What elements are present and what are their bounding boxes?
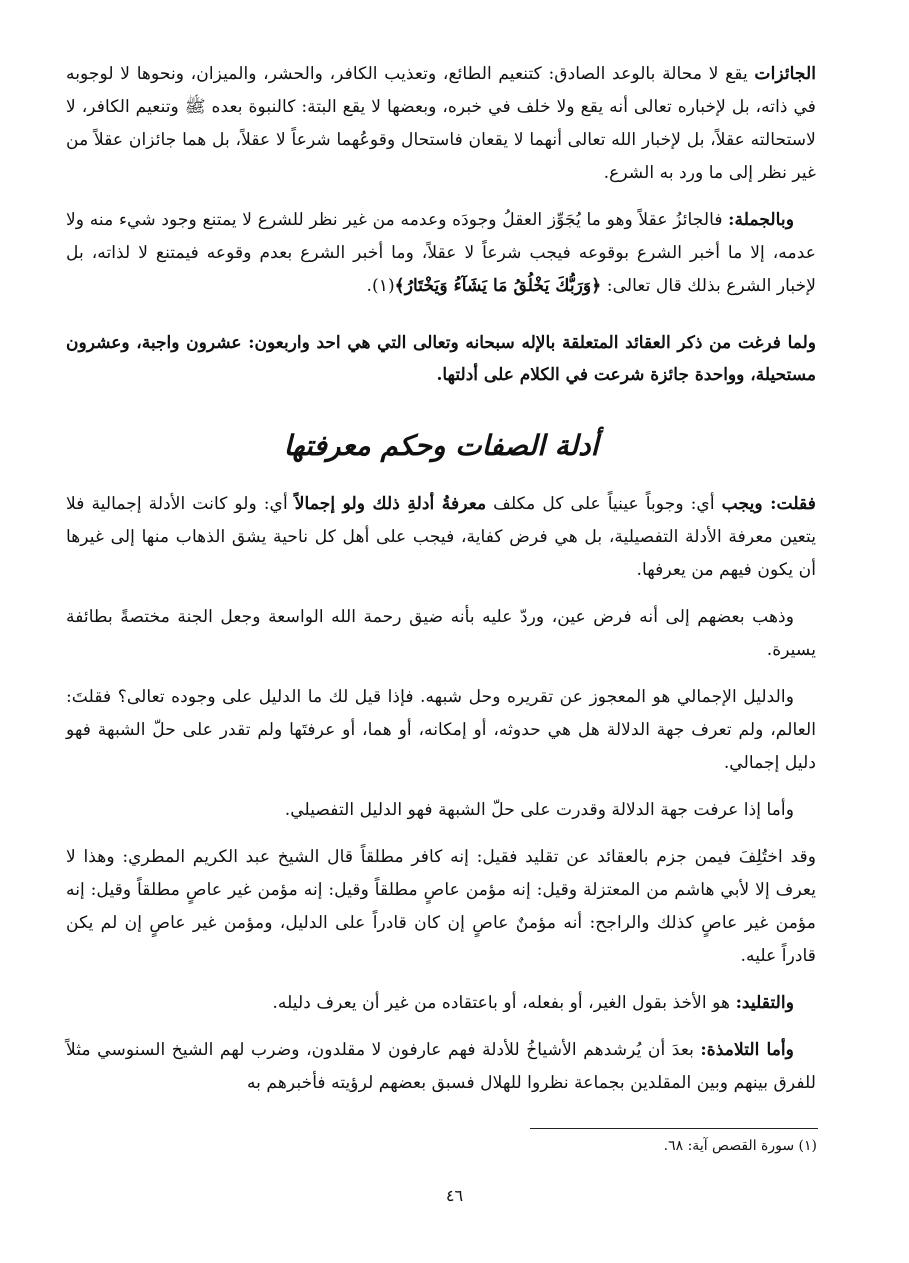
- paragraph-jaizat: [66, 58, 816, 190]
- paragraph-summary-rule: [66, 204, 816, 303]
- paragraph-text: يقع لا محالة بالوعد الصادق: كتنعيم الطائع، وتعذيب الكافر، والحشر، والميزان، ونحوها لا لوجوبه في ذاته، بل لإخباره تعالى أنه يقع ولا خلف في خبره، وبعضها لا يقع البتة: كالنبوة بعده ﷺ وتنعيم الكافر، لا لاستحالته عقلاً، بل لإخبار الله تعالى أنهما لا يقعان فاستحال وقوعُهما شرعاً لا عقلاً، بل هما جائزان عقلاً من غير نظر إلى ما ورد به الشرع.: [66, 64, 816, 183]
- footnote-reference: (١).: [366, 276, 395, 296]
- page-number: ٤٦: [445, 1186, 464, 1205]
- paragraph-lead: فقلت: ويجب: [721, 494, 816, 514]
- paragraph-text: أي: وجوباً عينياً على كل مكلف: [486, 494, 722, 514]
- paragraph-obligation: [66, 488, 816, 587]
- paragraph-text: هو الأخذ بقول الغير، أو بفعله، أو باعتقاده من غير أن يعرف دليله.: [272, 993, 736, 1013]
- paragraph-text: أي: ولو كانت الأدلة إجمالية فلا يتعين معرفة الأدلة التفصيلية، بل هي فرض كفاية، فيجب على أهل كل ناحية يشق الذهاب منها إلى غيرها أن يكون فيهم من يعرفها.: [66, 494, 816, 580]
- paragraph-students: [66, 1034, 816, 1100]
- paragraph-taqlid-dispute: وقد اختُلِفَ فيمن جزم بالعقائد عن تقليد فقيل: إنه كافر مطلقاً قال الشيخ عبد الكريم المطري: وهذا لا يعرف إلا لأبي هاشم من المعتزلة وقيل: إنه مؤمن عاصٍ مطلقاً وقيل: إنه مؤمن غير عاصٍ مطلقاً وقيل: إنه مؤمن غير عاصٍ كذلك والراجح: أنه مؤمنٌ عاصٍ إن كان قادراً على الدليل، ومؤمن غير عاصٍ إن لم يكن قادراً عليه.: [66, 847, 816, 966]
- paragraph-text: بعدَ أن يُرشدهم الأشياخُ للأدلة فهم عارفون لا مقلدون، وضرب لهم الشيخ السنوسي مثلاً للفرق بينهم وبين المقلدين بجماعة نظروا للهلال فسبق بعضهم لرؤيته فأخبرهم به: [66, 1040, 816, 1093]
- paragraph-ijmali: والدليل الإجمالي هو المعجوز عن تقريره وحل شبهه. فإذا قيل لك ما الدليل على وجوده تعالى؟ فقلتَ: العالم، ولم تعرف جهة الدلالة هل هي حدوثه، أو إمكانه، أو هما، أو عرفتَها ولم تقدر على حلّ الشبهة فهو دليل إجمالي.: [66, 687, 816, 773]
- paragraph-lead: الجائزات: [754, 64, 816, 84]
- footnote-divider: [530, 1128, 818, 1129]
- paragraph-text: فالجائزُ عقلاً وهو ما يُجَوِّز العقلُ وجودَه وعدمه من غير نظر للشرع لا يمتنع وجود شيء منه ولا عدمه، إلا ما أخبر الشرع بوقوعه فيجب شرعاً لا عقلاً، وما أخبر الشرع بعدم وقوعه فيمتنع لا لذاته، بل لإخبار الشرع بذلك قال تعالى:: [66, 210, 816, 296]
- section-heading: أدلة الصفات وحكم معرفتها: [283, 429, 599, 462]
- paragraph-fard-ayn: وذهب بعضهم إلى أنه فرض عين، وردّ عليه بأنه ضيق رحمة الله الواسعة وجعل الجنة مختصةً بطائفة يسيرة.: [66, 607, 816, 660]
- quran-verse: ﴿وَرَبُّكَ يَخْلُقُ مَا يَشَآءُ وَيَخْتَارُ﴾: [394, 276, 602, 296]
- page-body: [66, 58, 816, 1114]
- paragraph-emphasis: معرفةُ أدلةِ ذلك ولو إجمالاً: [294, 494, 487, 514]
- section-transition: ولما فرغت من ذكر العقائد المتعلقة بالإله سبحانه وتعالى التي هي احد واربعون: عشرون واجبة، وعشرون مستحيلة، وواحدة جائزة شرعت في الكلام على أدلتها.: [66, 333, 816, 385]
- paragraph-lead: وبالجملة:: [728, 210, 794, 230]
- paragraph-taqlid-definition: [66, 987, 816, 1020]
- paragraph-lead: وأما التلامذة:: [700, 1040, 794, 1060]
- paragraph-lead: والتقليد:: [735, 993, 794, 1013]
- paragraph-tafsili: وأما إذا عرفت جهة الدلالة وقدرت على حلّ الشبهة فهو الدليل التفصيلي.: [284, 800, 794, 820]
- footnote: (١) سورة القصص آية: ٦٨.: [663, 1138, 817, 1154]
